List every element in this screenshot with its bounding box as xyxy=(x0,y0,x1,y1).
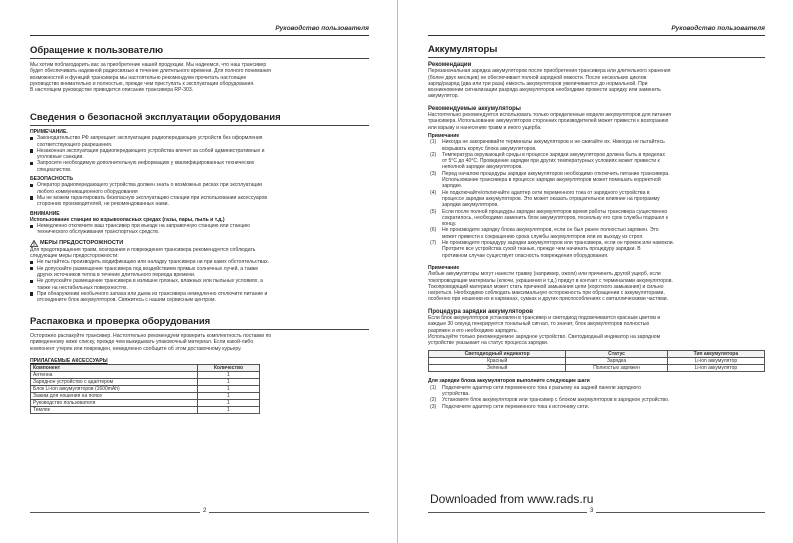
accessories-table-body xyxy=(31,372,260,414)
unpacking-line: компонент утерян или поврежден, немедленно сообщите об этом доставочному курьеру. xyxy=(30,345,242,352)
table-cell: 1 xyxy=(197,379,259,386)
recommended-note-item xyxy=(428,227,765,240)
item-number: (4) xyxy=(430,189,437,196)
security-item xyxy=(30,195,369,208)
unpacking-text xyxy=(30,333,369,352)
table-cell: 1 xyxy=(197,407,259,414)
bullet-line: технического обслуживания транспортных средств. xyxy=(37,229,160,236)
charging-line: разряжен и его необходимо зарядить. xyxy=(428,327,518,334)
charging-title: Процедура зарядки аккумуляторов xyxy=(428,308,534,315)
precaution-item xyxy=(30,291,369,304)
table-cell: Темляк xyxy=(31,407,198,414)
precaution-item xyxy=(30,266,369,279)
right-header-rule xyxy=(428,24,765,36)
item-number: (6) xyxy=(430,227,437,234)
item-line: зарядки аккумуляторов. xyxy=(442,202,499,209)
charging-steps-list xyxy=(428,385,765,410)
table-cell: 1 xyxy=(197,393,259,400)
recommended-note-item xyxy=(428,139,765,152)
item-line: Перед началом процедуры зарядки аккумуляторов необходимо отключить питание трансивера. xyxy=(442,170,670,177)
security-list xyxy=(30,182,369,207)
warning-icon xyxy=(30,240,38,247)
item-line: Установите блок аккумуляторов или трансивер с блоком аккумуляторов в зарядное устройство. xyxy=(442,397,670,404)
item-line: Подключите адаптер сети переменного тока к разъему на задней панели зарядного xyxy=(442,384,641,391)
bullet-line: Оператор радиопередающего устройства должен знать о возможных рисках при эксплуатации xyxy=(37,182,263,189)
item-number: (7) xyxy=(430,240,437,247)
appeal-line: руководство внимательно и полностью, прежде чем приступать к эксплуатации оборудования. xyxy=(30,80,255,87)
recommended-note-item xyxy=(428,190,765,209)
steps-title: Для зарядки блока аккумуляторов выполните следующие шаги xyxy=(428,378,590,385)
precautions-intro-line: следующие меры предосторожности: xyxy=(30,253,119,260)
table-row xyxy=(31,393,260,400)
table-cell: Зажим для ношения на поясе xyxy=(31,393,198,400)
item-line: процессе зарядки аккумуляторов. Это может оказать отрицательное влияние на программу xyxy=(442,195,660,202)
unpacking-line: приведенному ниже списку, прежде чем выкидывать упаковочный материал. Если какой-либо xyxy=(30,339,254,346)
charging-line: устройстве указывает на статус процесса зарядки. xyxy=(428,340,549,347)
note2-line: токопроводящие материалы (ключи, украшения и т.д.) придут в контакт с терминалами аккумуляторов. xyxy=(428,277,673,284)
appeal-section xyxy=(30,45,369,93)
attention-list xyxy=(30,223,369,236)
right-page xyxy=(398,0,793,543)
appeal-line: Мы хотим поблагодарить вас за приобретение нашей продукции. Мы надеемся, что наш трансивер xyxy=(30,62,267,68)
table-row xyxy=(31,379,260,386)
table-row xyxy=(31,407,260,414)
item-line: вскрывать корпус блока аккумуляторов. xyxy=(442,145,537,152)
unpacking-section xyxy=(30,316,369,414)
attention-item xyxy=(30,223,369,236)
recommendations-title: Рекомендации xyxy=(428,62,472,68)
precaution-item xyxy=(30,278,369,291)
attention-title: ВНИМАНИЕ xyxy=(30,210,60,217)
bullet-line: любого коммуникационного оборудования xyxy=(37,188,138,195)
led-table-header xyxy=(429,351,765,358)
item-line: неполной зарядке аккумуляторов. xyxy=(442,164,523,171)
charging-step xyxy=(428,385,765,398)
bullet-line: Не пытайтесь производить модификацию или наладку трансивера ни при каких обстоятельствах. xyxy=(37,259,270,266)
note-title: ПРИМЕЧАНИЕ. xyxy=(30,129,68,135)
recommended-note-title: Примечание xyxy=(428,132,460,139)
item-line: может привести к сокращению срока службы аккумуляторов или их выходу из строя. xyxy=(442,233,644,240)
right-page-number: 3 xyxy=(587,508,596,514)
appeal-line: будет обеспечивать надежной радиосвязью в течение длительного времени. Для полного понимания xyxy=(30,68,271,75)
left-header-rule xyxy=(30,24,369,36)
recommendations-line: возникновении сигнализации разряда аккумуляторов необходимо провести зарядку или заменить xyxy=(428,87,661,94)
item-number: (1) xyxy=(430,139,437,146)
table-row xyxy=(31,372,260,379)
recommended-note-item xyxy=(428,209,765,228)
note-item xyxy=(30,148,369,161)
bullet-line: других источников тепла в течение длительного периода времени. xyxy=(37,271,196,278)
charging-line: Если блок аккумуляторов установлен в трансивер и светодиод подсвечивается красным цветом и xyxy=(428,314,661,321)
item-number: (2) xyxy=(430,397,437,404)
bullet-line: специалистов. xyxy=(37,166,72,173)
recommendations-line: аккумулятор. xyxy=(428,93,459,100)
accessories-table xyxy=(30,364,260,414)
item-line: сократилось, необходимо заменить блок аккумуляторов, поскольку его срок службы подошел к xyxy=(442,214,668,221)
table-cell: Полностью заряжен xyxy=(566,365,667,372)
left-page-number: 2 xyxy=(200,508,209,514)
table-row xyxy=(31,386,260,393)
table-cell: 1 xyxy=(197,386,259,393)
recommended-line: или взрыву и нанесению травм и иного ущерба. xyxy=(428,124,542,131)
table-cell: Li-ion аккумулятор xyxy=(667,358,764,365)
table-header-cell: Количество xyxy=(197,365,259,372)
led-table-body xyxy=(429,358,765,372)
table-cell: Блок Li-ion аккумуляторов (1600mAh) xyxy=(31,386,198,393)
bullet-line: Незаконная эксплуатация радиопередающего устройства влечет за собой административные и xyxy=(37,147,265,154)
charging-line: каждые 30 секунд генерируется тональный сигнал, то значит, блок аккумуляторов полностью xyxy=(428,321,650,328)
table-cell: Зеленый xyxy=(429,365,566,372)
table-header-cell: Компонент xyxy=(31,365,198,372)
note2-line: особенно при ношении их в карманах, сумках и других приспособлениях с металлическими частями. xyxy=(428,296,669,303)
charging-text xyxy=(428,315,765,346)
note2-title: Примечание xyxy=(428,264,460,271)
security-title: БЕЗОПАСНОСТЬ xyxy=(30,176,74,183)
table-header-cell: Статус xyxy=(566,351,667,358)
download-watermark-text: Downloaded from www.rads.ru xyxy=(430,492,594,506)
table-cell: Li-ion аккумулятор xyxy=(667,365,764,372)
table-header-cell: Тип аккумулятора xyxy=(667,351,764,358)
item-line: противном случае существует опасность повреждения оборудования. xyxy=(442,252,609,259)
precautions-heading xyxy=(30,240,369,247)
note2-text xyxy=(428,271,765,302)
item-line: устройства. xyxy=(442,391,470,398)
note-item xyxy=(30,160,369,173)
bullet-line: Запросите необходимую дополнительную информацию у квалифицированных технических xyxy=(37,160,255,167)
recommended-line: трансивера. Использование аккумуляторов сторонних производителей может привести к возгоранию xyxy=(428,118,669,125)
item-number: (3) xyxy=(430,170,437,177)
table-header-cell: Светодиодный индикатор xyxy=(429,351,566,358)
bullet-line: Законодательство РФ запрещает эксплуатацию радиопередающих устройств без оформления xyxy=(37,135,263,142)
recommendations-line: заряд/разряд (два или три раза) емкость аккумуляторов увеличивается до нормальной. При xyxy=(428,80,648,87)
appeal-title: Обращение к пользователю xyxy=(30,45,369,59)
recommended-note-item xyxy=(428,171,765,190)
accessories-title: ПРИЛАГАЕМЫЕ АКСЕССУАРЫ xyxy=(30,357,108,364)
table-cell: 1 xyxy=(197,400,259,407)
note2-line: Любые аккумуляторы могут нанести травму (например, ожоги) или причинить другой ущерб, если xyxy=(428,271,661,278)
bullet-line: уголовные санкции. xyxy=(37,154,84,161)
table-cell: Зарядное устройство с адаптером xyxy=(31,379,198,386)
note2-line: Токопроводящий материал может стать причиной замыкания цепи (короткого замыкания) и сильно xyxy=(428,283,664,290)
bullet-line: Немедленно отключите ваш трансивер при въезде на заправочную станцию или станцию xyxy=(37,223,250,230)
recommended-title: Рекомендуемые аккумуляторы xyxy=(428,105,521,112)
table-row xyxy=(429,358,765,365)
recommendations-line: (более двух месяцев) не обеспечивает полной зарядной емкости. После нескольких циклов xyxy=(428,74,647,81)
batteries-section xyxy=(428,44,765,410)
recommended-line: Настоятельно рекомендуется использовать только определенные модели аккумуляторов для питания xyxy=(428,112,672,119)
table-row xyxy=(429,365,765,372)
table-cell: Руководство пользователя xyxy=(31,400,198,407)
unpacking-title: Распаковка и проверка оборудования xyxy=(30,316,369,330)
item-line: Подключите адаптер сети переменного тока к источнику сети. xyxy=(442,403,590,410)
bullet-line: При обнаружении необычного запаха или дыма из трансивера немедленно отключите питание и xyxy=(37,290,268,297)
appeal-text xyxy=(30,62,369,93)
bullet-line: также на нестабильных поверхностях. xyxy=(37,284,128,291)
item-number: (2) xyxy=(430,151,437,158)
precautions-title: МЕРЫ ПРЕДОСТОРОЖНОСТИ xyxy=(40,240,124,247)
batteries-title: Аккумуляторы xyxy=(428,44,765,58)
charging-line: Используйте только рекомендуемое зарядное устройство. Светодиодный индикатор на зарядном xyxy=(428,333,661,340)
item-number: (3) xyxy=(430,403,437,410)
recommendations-text xyxy=(428,68,765,99)
bullet-line: Не допускайте размещение трансивера в излишне грязных, влажных или пыльных условиях, а xyxy=(37,278,263,285)
safety-section xyxy=(30,112,369,303)
recommended-note-item xyxy=(428,152,765,171)
bullet-line: отсоедините блок аккумуляторов. Свяжитесь с нашим сервисным центром. xyxy=(37,297,216,304)
recommended-text xyxy=(428,112,765,131)
accessories-table-header xyxy=(31,365,260,372)
item-line: Никогда не закорачивайте терминалы аккумуляторов и не сжигайте их. Никогда не пытайтесь xyxy=(442,139,665,146)
item-line: Не производите зарядку блока аккумуляторов, если он был ранее полностью заряжен. Это xyxy=(442,227,659,234)
bullet-line: соответствующего разрешения. xyxy=(37,141,113,148)
appeal-line: возможностей и функций трансивера мы настоятельно рекомендуем прочитать настоящее xyxy=(30,74,247,81)
security-item xyxy=(30,182,369,195)
item-line: зарядке. xyxy=(442,183,463,190)
bullet-line: Мы не можем гарантировать безопасную эксплуатацию станции при использовании аксессуаров xyxy=(37,194,268,201)
item-line: от 5°С до 40°С. Проведение зарядки при других температурных условиях может привести к xyxy=(442,158,660,165)
table-cell: Зарядка xyxy=(566,358,667,365)
led-table xyxy=(428,350,765,372)
table-cell: Красный xyxy=(429,358,566,365)
precautions-intro-line: Для предотвращения травм, возгорания и повреждения трансивера рекомендуется соблюдать xyxy=(30,246,256,253)
precautions-intro xyxy=(30,247,369,260)
bullet-line: Не допускайте размещение трансивера под воздействием прямых солнечных лучей, а также xyxy=(37,265,259,272)
recommendations-line: Перезаначальная зарядка аккумуляторов после приобретения трансивера или длительного хранения xyxy=(428,68,671,75)
item-line: Использование трансивера в процессе зарядки аккумуляторов может помешать корректной xyxy=(442,177,661,184)
item-number: (1) xyxy=(430,384,437,391)
note-item xyxy=(30,135,369,148)
attention-subtitle: Использование станции во взрывоопасных средах (газы, пары, пыль и т.д.) xyxy=(30,216,225,223)
precautions-list xyxy=(30,259,369,303)
right-footer-rule xyxy=(428,512,765,513)
safety-title: Сведения о безопасной эксплуатации оборудования xyxy=(30,112,369,126)
item-line: Протрите все устройства сухой тканью, прежде чем начинать процедуру зарядки. В xyxy=(442,246,641,253)
bullet-line: сторонних производителей, не рекомендованных нами. xyxy=(37,201,169,208)
right-header-title: Руководство пользователя xyxy=(671,25,765,32)
table-cell: Антенна xyxy=(31,372,198,379)
item-line: Если после полной процедуры зарядки аккумуляторов время работы трансивера существенно xyxy=(442,208,668,215)
left-header-title: Руководство пользователя xyxy=(275,25,369,32)
appeal-line: В настоящем руководстве приводится описание трансивера RP-303. xyxy=(30,87,194,94)
note-list xyxy=(30,135,369,173)
item-line: Температура окружающей среды в процессе зарядки аккумуляторов должна быть в пределах xyxy=(442,151,665,158)
table-cell: 1 xyxy=(197,372,259,379)
recommended-note-item xyxy=(428,240,765,259)
note2-line: нагреться. Необходимо соблюдать максимальную осторожность при обращении с аккумуляторами, xyxy=(428,290,665,297)
item-number: (5) xyxy=(430,208,437,215)
item-line: Не подключайте/отключайте адаптер сети переменного тока от зарядного устройства в xyxy=(442,189,650,196)
charging-step xyxy=(428,404,765,410)
recommended-note-list xyxy=(428,139,765,259)
item-line: Не производите процедуру зарядки аккумуляторов или трансивера, если он промок или намокли. xyxy=(442,240,674,247)
table-row xyxy=(31,400,260,407)
unpacking-line: Осторожно распакуйте трансивер. Настоятельно рекомендуем проверить комплектность поставки по xyxy=(30,333,272,339)
item-line: концу. xyxy=(442,221,457,228)
